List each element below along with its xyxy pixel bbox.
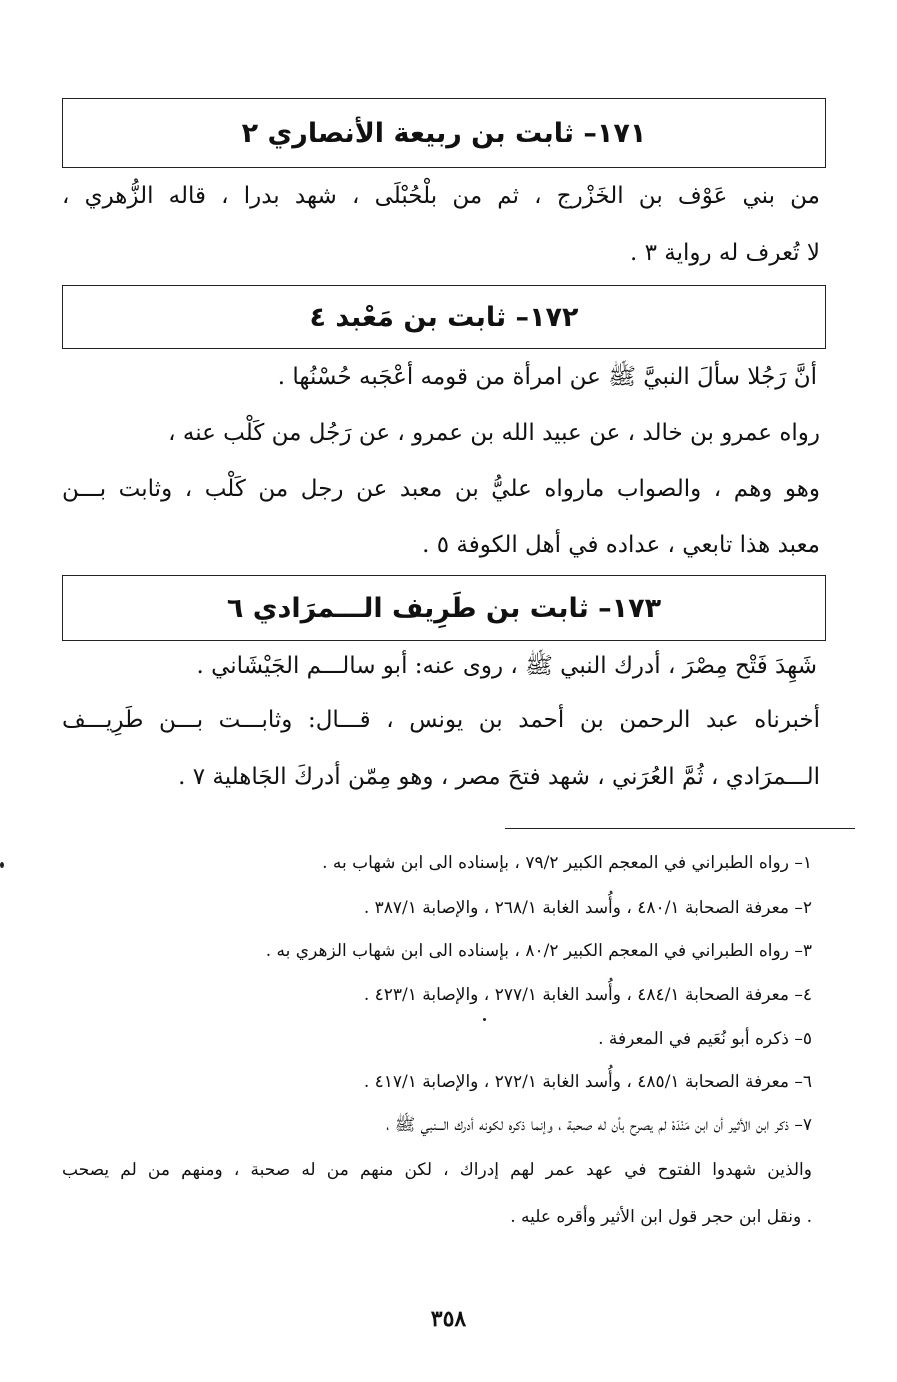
footnote-1: ١– رواه الطبراني في المعجم الكبير ٧٩/٢ ، بإسناده الى ابن شهاب به . [322, 853, 812, 873]
entry-173-line-2: أخبرناه عبد الرحمن بن أحمد بن يونس ، قـــال: وثابـــت بـــن طَرِيـــف [62, 707, 820, 733]
entry-172-line-2: رواه عمرو بن خالد ، عن عبيد الله بن عمرو ، عن رَجُل من كَلْب عنه ، [168, 420, 820, 446]
scan-speck [483, 1018, 486, 1021]
footnote-3: ٣– رواه الطبراني في المعجم الكبير ٨٠/٢ ، بإسناده الى ابن شهاب الزهري به . [265, 941, 812, 961]
entry-172-line-1: أنَّ رَجُلا سألَ النبيَّ ﷺ عن امرأة من قومه أعْجَبه حُسْنُها . [277, 364, 817, 390]
footnote-2: ٢– معرفة الصحابة ٤٨٠/١ ، وأُسد الغابة ٢٦٨/١ ، والإصابة ٣٨٧/١ . [363, 898, 812, 918]
footnote-5: ٥– ذكره أبو نُعَيم في المعرفة . [598, 1029, 812, 1049]
entry-173-line-3: الـــمرَادي ، ثُمَّ العُرَني ، شهد فتحَ مصر ، وهو مِمّن أدركَ الجَاهلية ٧ . [178, 764, 820, 790]
footnote-7-line-3: . ونقل ابن حجر قول ابن الأثير وأقره عليه . [510, 1207, 812, 1227]
footnote-7-line-1: ٧– ذكر ابن الأثير أن ابن مَنْدَهْ لم يصرح بأن له صحبة ، وإنما ذكره لكونه أدرك الـــنبي ﷺ ، [386, 1115, 812, 1135]
entry-171-line-1: من بني عَوْف بن الخَزْرج ، ثم من بلْحُبْلَى ، شهد بدرا ، قاله الزُّهري ، [62, 183, 820, 209]
entry-171-title: ١٧١– ثابت بن ربيعة الأنصاري ٢ [241, 117, 647, 149]
page-number: ٣٥٨ [430, 1306, 467, 1332]
entry-173-heading-box [62, 575, 826, 641]
entry-172-line-4: معبد هذا تابعي ، عداده في أهل الكوفة ٥ . [422, 532, 820, 558]
entry-173-line-1: شَهِدَ فَتْح مِصْرَ ، أدرك النبي ﷺ ، روى عنه: أبو سالـــم الجَيْشَاني . [196, 653, 817, 679]
entry-172-heading-box [62, 285, 826, 349]
footnote-4: ٤– معرفة الصحابة ٤٨٤/١ ، وأُسد الغابة ٢٧٧/١ ، والإصابة ٤٢٣/١ . [363, 985, 812, 1005]
entry-173-title: ١٧٣– ثابت بن طَرِيف الـــمرَادي ٦ [226, 592, 662, 624]
entry-172-line-3: وهو وهم ، والصواب مارواه عليُّ بن معبد عن رجل من كَلْب ، وثابت بـــن [62, 476, 820, 502]
entry-172-title: ١٧٢– ثابت بن مَعْبد ٤ [309, 301, 579, 333]
footnote-separator [505, 828, 855, 829]
footnote-7-line-2: والذين شهدوا الفتوح في عهد عمر لهم إدراك ، لكن منهم من له صحبة ، ومنهم من لم يصحب [62, 1160, 812, 1180]
footnote-6: ٦– معرفة الصحابة ٤٨٥/١ ، وأُسد الغابة ٢٧٢/١ ، والإصابة ٤١٧/١ . [363, 1072, 812, 1092]
entry-171-heading-box [62, 98, 826, 168]
entry-171-line-2: لا تُعرف له رواية ٣ . [629, 240, 820, 266]
scan-speck [0, 862, 4, 868]
